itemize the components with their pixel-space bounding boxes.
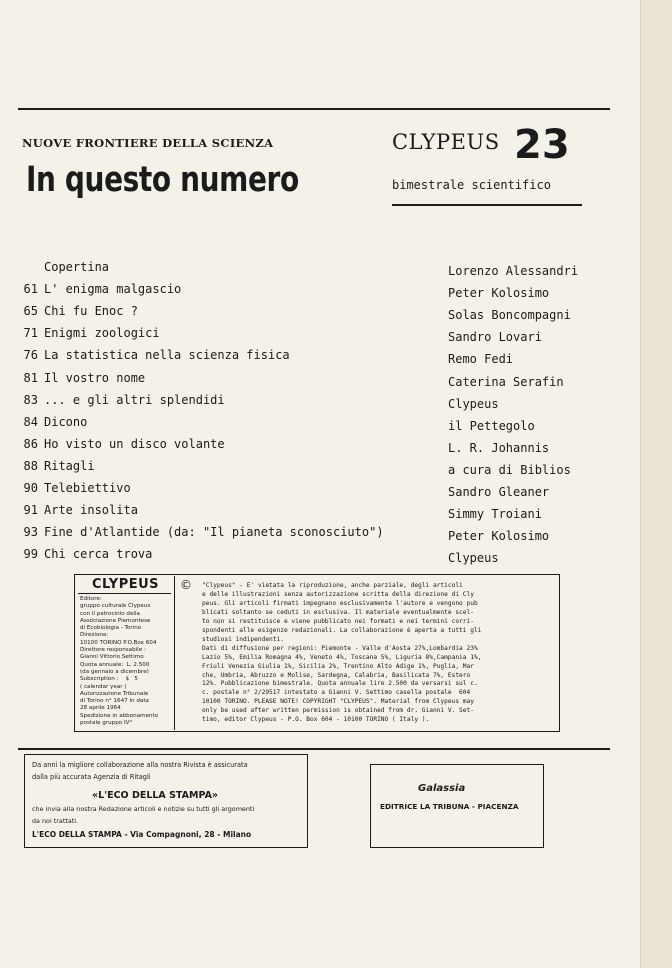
top-rule <box>18 108 610 110</box>
toc-article-title: Fine d'Atlantide (da: "Il pianeta sconosciuto") <box>44 525 384 540</box>
toc-article-title: Chi fu Enoc ? <box>44 304 138 319</box>
toc-page-number: 99 <box>23 547 38 562</box>
page-edge <box>640 0 672 968</box>
toc-author: il Pettegolo <box>448 418 535 433</box>
magazine-brand: CLYPEUS <box>392 130 500 154</box>
toc-article-title: ... e gli altri splendidi <box>44 392 225 407</box>
toc-page-number: 86 <box>23 436 38 451</box>
section-kicker: NUOVE FRONTIERE DELLA SCIENZA <box>22 136 274 150</box>
ad-galassia-name: Galassia <box>418 783 466 794</box>
toc-author: Clypeus <box>448 551 499 566</box>
toc-article-title: Dicono <box>44 414 88 429</box>
legal-notice: "Clypeus" - E' vietata la riproduzione, anche parziale, degli articoli e delle illustrazioni senza autorizzazione scritta della direzione di Cly peus. Gli articoli firmati impegnano esclusivamente l'autore e vengono pub blicati soltanto se ceduti in esclusiva. Il materiale eventualmente scel- to non si restituisce e viene pubblicato nei formati e nei termini corri- spondenti alle esigenze redazionali. La collaborazione è aperta a tutti gli studiosi indipendenti. Dati di diffusione per regioni: Piemonte - Valle d'Aosta 27%,Lombardia 23% Lazio 5%, Emilia Romagna 4%, Veneto 4%, Toscana 5%, Liguria 8%,Campania 1%, Friuli Venezia Giulia 1%, Sicilia 2%, Trentino Alto Adige 1%, Puglia, Mar che, Umbria, Abruzzo e Molise, Sardegna, Calabria, Basilicata 7%, Estero 12%. Pubblicazione bimestrale. Quota annuale lire 2.500 da versarsi sul c. c. postale n° 2/29517 intestato a Gianni V. Settimo casella postale 604 10100 TORINO. PLEASE NOTE! COPYRIGHT "CLYPEUS". Material from Clypeus may only be used after written permission is obtained from dr. Gianni V. Set- timo, editor Clypeus - P.O. Box 604 - 10100 TORINO ( Italy ). <box>202 582 482 724</box>
toc-author: Clypeus <box>448 396 499 411</box>
toc-page-number: 83 <box>23 392 38 407</box>
toc-article-title: Copertina <box>44 260 110 274</box>
ad-eco-body: che invia alla nostra Redazione articoli e notizie su tutti gli argomenti da noi trattati. <box>32 805 255 825</box>
toc-page-number: 65 <box>23 304 38 319</box>
toc-page-number: 90 <box>23 481 38 495</box>
toc-page-number: 71 <box>23 326 38 341</box>
toc-author: Peter Kolosimo <box>448 286 550 301</box>
toc-page-number: 61 <box>23 282 38 297</box>
toc-page-number: 76 <box>23 348 38 363</box>
toc-article-title: La statistica nella scienza fisica <box>44 348 290 363</box>
toc-article-title: Ho visto un disco volante <box>44 436 225 451</box>
toc-article-title: Arte insolita <box>44 503 138 518</box>
toc-page-number: 84 <box>23 414 38 429</box>
toc-author: Remo Fedi <box>448 352 514 367</box>
toc-author: L. R. Johannis <box>448 440 550 455</box>
masthead-details: Editore: gruppo culturale Clypeus con il patrocinio della Associazione Piemontese di Ecobiologia - Torino Direzione: 10100 TORINO P.O.Box 604 Direttore responsabile : Gianni Vittorio Settimo Quota annuale: L. 2.500 (da gennaio a dicembre) Subscription : $ 5 ( calendar year ) Autorizzazione Tribunale di Torino n° 1647 in data 28 aprile 1964 Spedizione in abbonamento postale gruppo IV° <box>80 596 159 727</box>
toc-author: Sandro Lovari <box>448 330 542 345</box>
toc-article-title: Il vostro nome <box>44 370 146 385</box>
brand-rule <box>392 204 582 206</box>
toc-author: Simmy Troiani <box>448 507 542 522</box>
bottom-rule <box>18 748 610 750</box>
toc-page-number: 88 <box>23 458 38 473</box>
masthead-divider <box>174 576 175 730</box>
toc-author: a cura di Biblios <box>448 462 571 477</box>
toc-page-number: 91 <box>23 503 38 518</box>
toc-page-number: 93 <box>23 525 38 540</box>
ad-eco-name: «L'ECO DELLA STAMPA» <box>92 790 219 801</box>
ad-eco-intro: Da anni la migliore collaborazione alla nostra Rivista è assicurata dalla più accurata Agenzia di Ritagli <box>32 761 248 781</box>
page-title: In questo numero <box>26 160 299 200</box>
masthead-brand: CLYPEUS <box>92 577 160 592</box>
toc-article-title: Ritagli <box>44 458 95 473</box>
toc-author: Peter Kolosimo <box>448 529 550 544</box>
magazine-subtitle: bimestrale scientifico <box>392 178 551 192</box>
toc-article-title: Enigmi zoologici <box>44 326 160 341</box>
issue-number: 23 <box>514 122 570 168</box>
toc-article-title: L' enigma malgascio <box>44 282 182 297</box>
toc-page-number: 81 <box>23 370 38 385</box>
toc-author: Lorenzo Alessandri <box>448 264 579 278</box>
copyright-symbol: © <box>180 578 192 592</box>
masthead-brand-rule <box>78 593 171 594</box>
toc-author: Solas Boncompagni <box>448 308 571 323</box>
ad-galassia-publisher: EDITRICE LA TRIBUNA - PIACENZA <box>380 802 519 811</box>
toc-article-title: Telebiettivo <box>44 481 131 495</box>
toc-author: Sandro Gleaner <box>448 485 550 499</box>
toc-author: Caterina Serafin <box>448 374 564 389</box>
toc-article-title: Chi cerca trova <box>44 547 153 562</box>
ad-eco-footer: L'ECO DELLA STAMPA - Via Compagnoni, 28 - Milano <box>32 830 252 839</box>
